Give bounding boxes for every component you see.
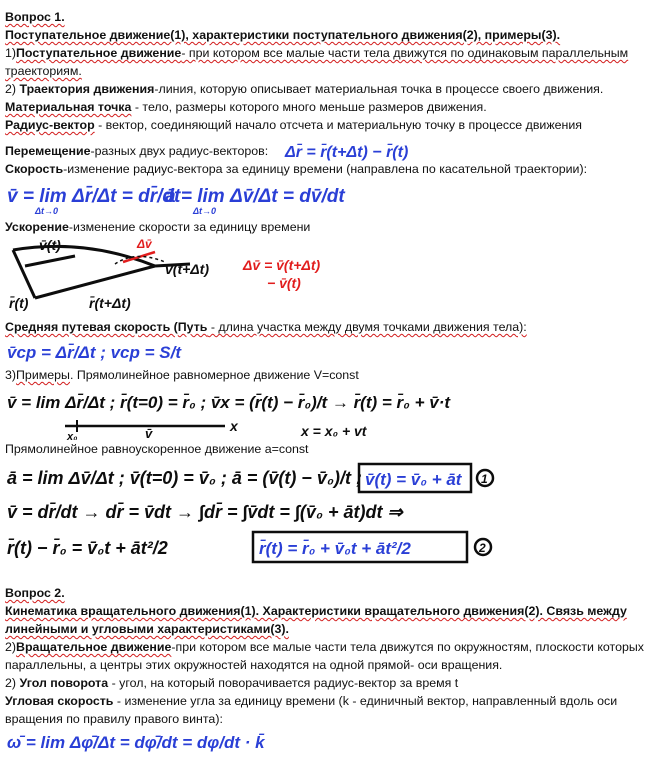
svg-text:ω̄ = lim Δφ̄/Δt = dφ̄/dt = dφ/: ω̄ = lim Δφ̄/Δt = dφ̄/dt = dφ/dt · k̄	[7, 733, 265, 752]
svg-text:v̄cp = Δr̄/Δt ; vcp = S/t: v̄cp = Δr̄/Δt ; vcp = S/t	[7, 343, 181, 362]
document-page	[5, 8, 661, 754]
svg-text:v̄(t): v̄(t)	[39, 237, 61, 253]
q1-trajectory: 2) Траектория движения-линия, которую описывает материальная точка в процессе своего движения.	[5, 82, 604, 96]
velocity-acceleration-formulas	[5, 178, 661, 218]
svg-text:2: 2	[479, 541, 486, 555]
svg-text:v̄ = lim Δr̄/Δt = dr̄/dt: v̄ = lim Δr̄/Δt = dr̄/dt	[7, 186, 181, 207]
svg-text:x = x₀ + vt: x = x₀ + vt	[301, 423, 367, 439]
svg-text:v̄: v̄	[145, 426, 153, 440]
svg-text:Δv̄ = v̄(t+Δt): Δv̄ = v̄(t+Δt)	[243, 257, 321, 273]
q2-rotational-definition: 2)Вращательное движение-при котором все малые части тела движутся по окружностям, плоскости которых параллельны, а центры этих окружностей находятся на одной прямой- оси вращения.	[5, 640, 644, 672]
svg-text:r̄(t) − r̄₀ = v̄₀t + āt²/2: r̄(t) − r̄₀ = v̄₀t + āt²/2	[7, 538, 168, 558]
svg-text:Δr̄ = r̄(t+Δt) − r̄(t): Δr̄ = r̄(t+Δt) − r̄(t)	[285, 144, 409, 161]
q1-average-speed: Средняя путевая скорость (Путь - длина участка между двумя точками движения тела):	[5, 320, 527, 334]
svg-text:v̄(t) = v̄₀ + āt: v̄(t) = v̄₀ + āt	[365, 470, 462, 489]
svg-text:r̄(t+Δt): r̄(t+Δt)	[89, 295, 131, 311]
q1-radius-vector: Радиус-вектор - вектор, соединяющий начало отсчета и материальную точку в процессе движения	[5, 118, 583, 132]
radius-vector-tdt	[35, 266, 155, 298]
svg-text:− v̄(t): − v̄(t)	[267, 275, 301, 291]
q2-rotation-angle: 2) Угол поворота - угол, на который поворачивается радиус-вектор за время t	[5, 676, 459, 690]
q1-accelerated-title: Прямолинейное равноускоренное движение a=const	[5, 442, 309, 456]
acceleration-diagram	[5, 236, 661, 318]
svg-text:ā = lim Δv̄/Δt ; v̄(t=0) = v̄₀: ā = lim Δv̄/Δt ; v̄(t=0) = v̄₀ ; ā = (v̄(t) − v̄₀)/t ;	[7, 468, 362, 488]
radius-vector-t	[13, 250, 35, 298]
svg-text:v̄ = lim Δr̄/Δt ; r̄(t=0) = r̄: v̄ = lim Δr̄/Δt ; r̄(t=0) = r̄₀ ; v̄x = (r̄(t) − r̄₀)/t → r̄(t) = r̄₀ + v̄·t	[7, 393, 451, 412]
svg-text:1: 1	[481, 472, 488, 486]
svg-text:x₀: x₀	[67, 431, 78, 440]
q2-angular-velocity: Угловая скорость - изменение угла за единицу времени (k - единичный вектор, направленный вдоль оси вращения по правилу правого винта):	[5, 694, 618, 726]
svg-text:v̄ = dr̄/dt → dr̄ = v̄dt → ∫dr: v̄ = dr̄/dt → dr̄ = v̄dt → ∫dr̄ = ∫v̄dt = ∫(v̄₀ + āt)dt ⇒	[7, 502, 403, 522]
svg-text:ā = lim Δv̄/Δt = dv̄/dt: ā = lim Δv̄/Δt = dv̄/dt	[165, 186, 345, 207]
uniform-motion-formulas	[5, 384, 661, 440]
q2-title: Вопрос 2.	[5, 586, 65, 600]
q1-velocity: Скорость-изменение радиус-вектора за единицу времени (направлена по касательной траектории):	[5, 162, 588, 176]
q1-heading: Поступательное движение(1), характеристики поступательного движения(2), примеры(3).	[5, 28, 561, 42]
svg-text:r̄(t) = r̄₀ + v̄₀t + āt²/2: r̄(t) = r̄₀ + v̄₀t + āt²/2	[259, 539, 411, 558]
svg-text:Δv̄: Δv̄	[137, 237, 152, 251]
svg-text:x: x	[230, 418, 238, 434]
svg-text:v̄(t+Δt): v̄(t+Δt)	[165, 261, 210, 277]
q2-heading: Кинематика вращательного движения(1). Характеристики вращательного движения(2). Связь между линейными и угловыми характеристиками(3).	[5, 604, 627, 636]
average-speed-formula	[5, 336, 661, 366]
q1-definition: 1)Поступательное движение- при котором все малые части тела движутся по одинаковым параллельным траекториям.	[5, 46, 629, 78]
svg-text:r̄(t): r̄(t)	[9, 295, 29, 311]
svg-text:Δt→0: Δt→0	[193, 206, 217, 216]
displacement-formula	[283, 137, 453, 165]
q1-displacement: Перемещение-разных двух радиус-векторов: Δr̄ = r̄(t+Δt) − r̄(t)	[5, 142, 661, 160]
q1-examples: 3)Примеры. Прямолинейное равномерное движение V=const	[5, 368, 359, 382]
q1-acceleration: Ускорение-изменение скорости за единицу времени	[5, 220, 311, 234]
accelerated-motion-formulas	[5, 458, 661, 570]
angular-velocity-formula	[5, 728, 661, 754]
q1-title: Вопрос 1.	[5, 10, 65, 24]
q1-material-point: Материальная точка - тело, размеры которого много меньше размеров движения.	[5, 100, 487, 114]
svg-text:Δt→0: Δt→0	[35, 206, 59, 216]
velocity-vector-t	[25, 256, 75, 266]
